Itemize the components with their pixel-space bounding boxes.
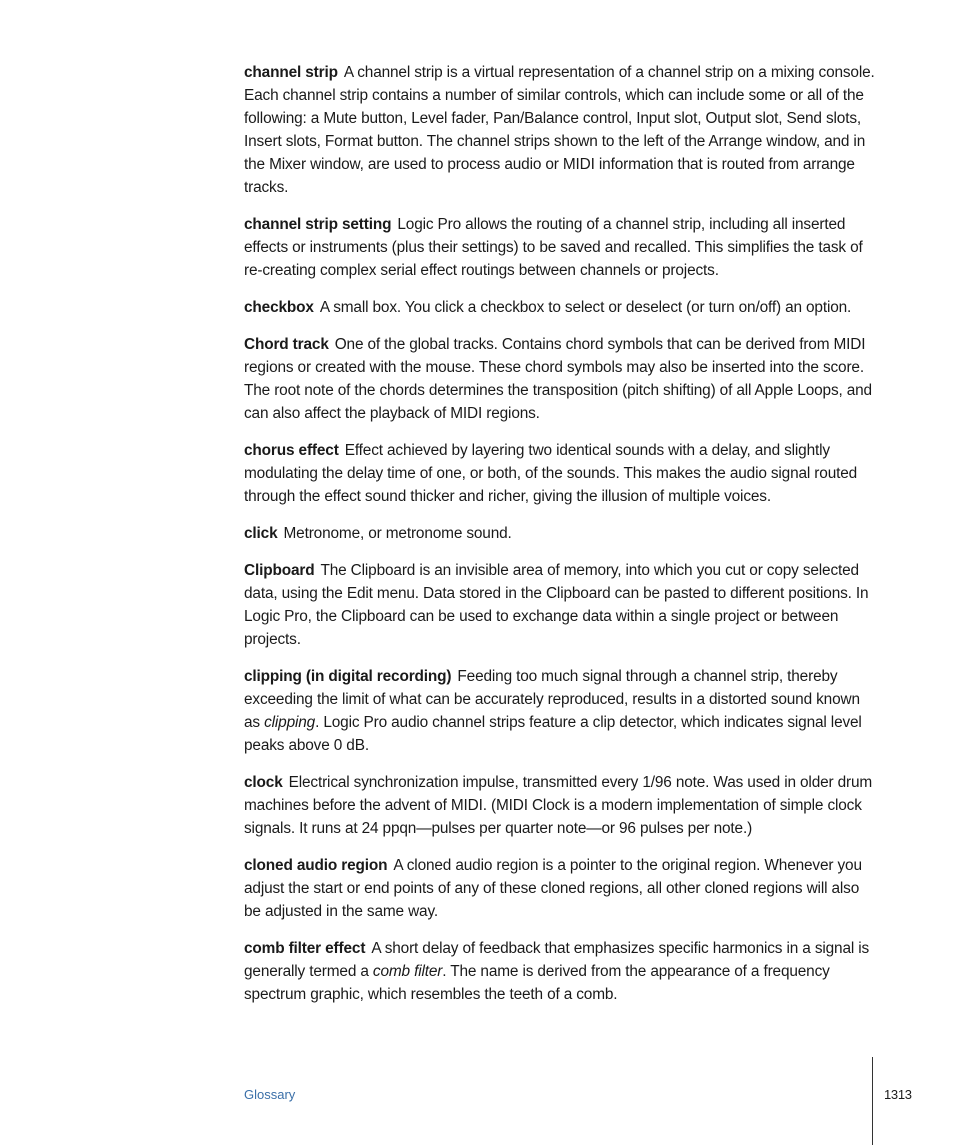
glossary-entry	[244, 213, 876, 282]
glossary-entry	[244, 333, 876, 425]
glossary-term: cloned audio region	[244, 857, 388, 874]
definition-text: The Clipboard is an invisible area of memory, into which you cut or copy selected data, using the Edit menu. Data stored in the Clipboard can be pasted to different positions. In Logic Pro, the Clipboard can be used to exchange data within a single project or between projects.	[244, 562, 869, 648]
definition-text: One of the global tracks. Contains chord symbols that can be derived from MIDI regions or created with the mouse. These chord symbols may also be inserted into the score. The root note of the chords determines the transposition (pitch shifting) of all Apple Loops, and can also affect the playback of MIDI regions.	[244, 336, 872, 422]
glossary-entry	[244, 771, 876, 840]
definition-text: Logic Pro allows the routing of a channel strip, including all inserted effects or instruments (plus their settings) to be saved and recalled. This simplifies the task of re-creating complex serial effect routings between channels or projects.	[244, 216, 863, 279]
glossary-term: click	[244, 525, 278, 542]
glossary-term: Clipboard	[244, 562, 315, 579]
definition-text: Metronome, or metronome sound.	[283, 525, 512, 542]
glossary-entry	[244, 522, 876, 545]
glossary-entry	[244, 61, 876, 199]
glossary-term: chorus effect	[244, 442, 339, 459]
footer-section-label: Glossary	[244, 1087, 296, 1102]
definition-text: Effect achieved by layering two identical sounds with a delay, and slightly modulating the delay time of one, or both, of the sounds. This makes the audio signal routed through the effect sound thicker and richer, giving the illusion of multiple voices.	[244, 442, 858, 505]
definition-text: . The name is derived from the appearance of a frequency spectrum graphic, which resembles the teeth of a comb.	[244, 963, 830, 1003]
glossary-term: channel strip	[244, 64, 338, 81]
definition-text: Electrical synchronization impulse, transmitted every 1/96 note. Was used in older drum machines before the advent of MIDI. (MIDI Clock is a modern implementation of simple clock signals. It runs at 24 ppqn—pulses per quarter note—or 96 pulses per note.)	[244, 774, 873, 837]
definition-emphasis: clipping	[264, 714, 316, 731]
definition-text: . Logic Pro audio channel strips feature a clip detector, which indicates signal level peaks above 0 dB.	[244, 714, 862, 754]
glossary-entries	[244, 61, 876, 1020]
definition-text: A short delay of feedback that emphasizes specific harmonics in a signal is generally termed a	[244, 940, 870, 980]
glossary-entry	[244, 854, 876, 923]
glossary-entry	[244, 665, 876, 757]
glossary-entry	[244, 296, 876, 319]
glossary-term: channel strip setting	[244, 216, 392, 233]
glossary-entry	[244, 439, 876, 508]
glossary-term: clock	[244, 774, 283, 791]
glossary-entry	[244, 559, 876, 651]
definition-text: Feeding too much signal through a channel strip, thereby exceeding the limit of what can be accurately reproduced, results in a distorted sound known as	[244, 668, 860, 731]
glossary-entry	[244, 937, 876, 1006]
definition-text: A cloned audio region is a pointer to the original region. Whenever you adjust the start or end points of any of these cloned regions, all other cloned regions will also be adjusted in the same way.	[244, 857, 862, 920]
footer-divider	[872, 1057, 873, 1145]
definition-text: A channel strip is a virtual representation of a channel strip on a mixing console. Each channel strip contains a number of similar controls, which can include some or all of the following: a Mute button, Level fader, Pan/Balance control, Input slot, Output slot, Send slots, Insert slots, Format button. The channel strips shown to the left of the Arrange window, and in the Mixer window, are used to process audio or MIDI information that is routed from arrange tracks.	[244, 64, 875, 196]
glossary-term: checkbox	[244, 299, 314, 316]
glossary-term: comb filter effect	[244, 940, 366, 957]
definition-emphasis: comb filter	[372, 963, 443, 980]
definition-text: A small box. You click a checkbox to select or deselect (or turn on/off) an option.	[319, 299, 852, 316]
glossary-term: clipping (in digital recording)	[244, 668, 452, 685]
glossary-term: Chord track	[244, 336, 329, 353]
page-number: 1313	[884, 1087, 912, 1102]
